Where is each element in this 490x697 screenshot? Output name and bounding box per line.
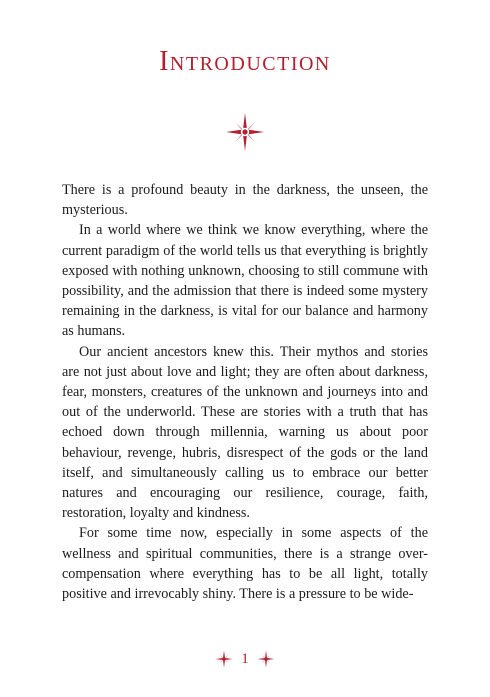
body-text (62, 180, 428, 604)
paragraph: In a world where we think we know everything, where the current paradigm of the world tells us that everything is brightly exposed with nothing unknown, choosing to still commune with possibility, and the admission that there is indeed some mystery remaining in the darkness, is vital for our balance and harmony as humans. (62, 222, 428, 340)
star-icon (215, 650, 233, 668)
star-icon (257, 650, 275, 668)
four-point-star-icon (225, 112, 265, 152)
paragraph: There is a profound beauty in the darkness, the unseen, the mysterious. (62, 182, 428, 219)
page-number: 1 (241, 651, 249, 667)
paragraph: Our ancient ancestors knew this. Their mythos and stories are not just about love and light; they are often about darkness, fear, monsters, creatures of the unknown and journeys into and out of the underworld. These are stories with a truth that has echoed down through millennia, warning us about poor behaviour, revenge, hubris, disrespect of the gods or the land itself, and simultaneously calling us to embrace our better natures and encouraging our resilience, courage, faith, restoration, loyalty and kindness. (62, 343, 428, 522)
page-title: Introduction (159, 46, 331, 77)
page-footer (0, 650, 490, 668)
paragraph: For some time now, especially in some aspects of the wellness and spiritual communities, there is a strange over-compensation where everything has to be all light, totally positive and irrevocably shiny. There is a pressure to be wide- (62, 525, 428, 603)
